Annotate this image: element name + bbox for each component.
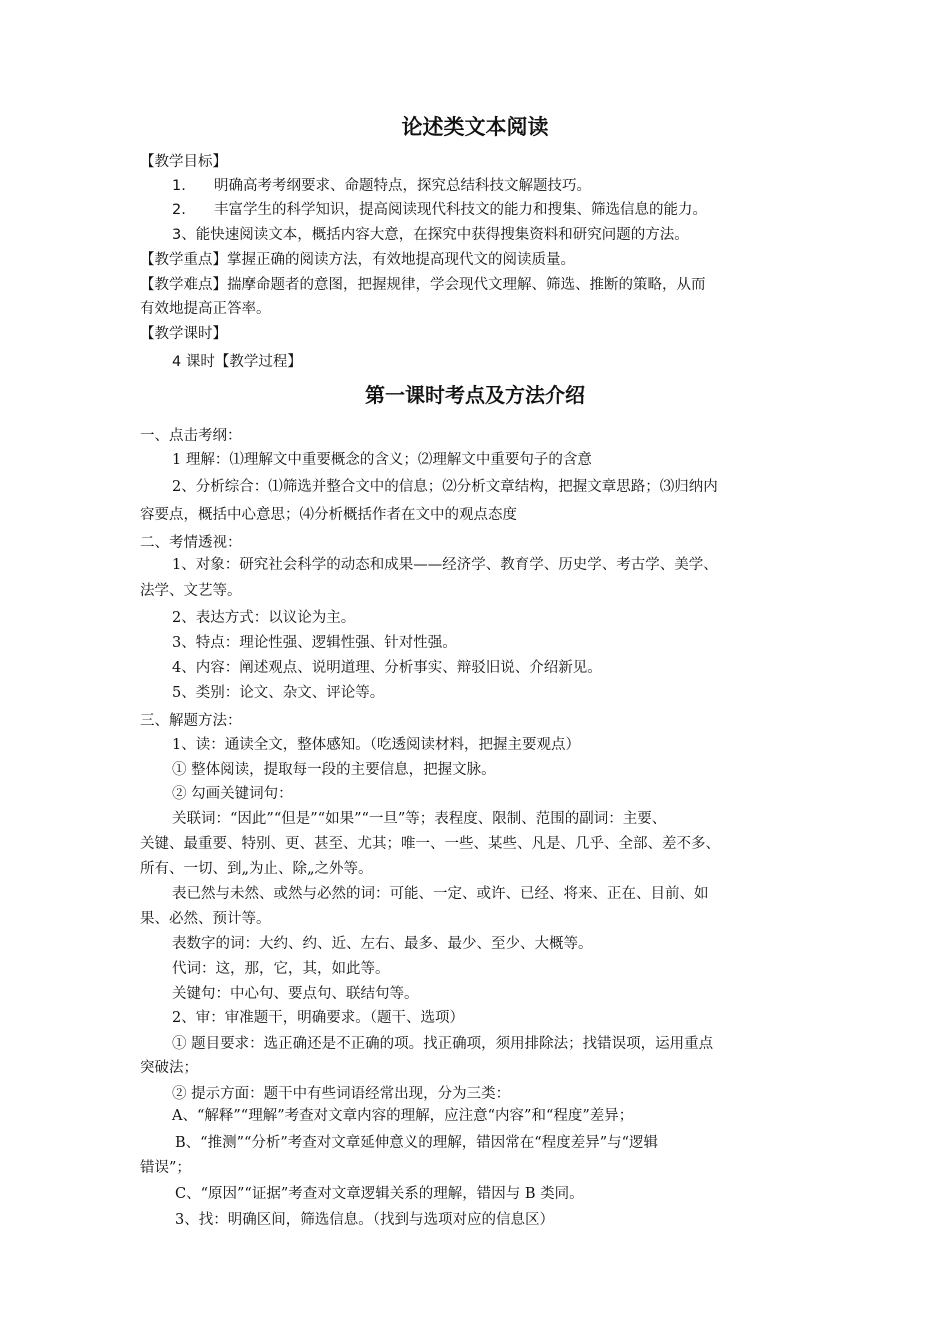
- hours-heading: 【教学课时】: [140, 326, 227, 342]
- question-type-b-line-1: B、“推测”“分析”考查对文章延伸意义的理解，错因常在“程度差异”与“逻辑: [175, 1135, 659, 1151]
- modal-words-line-2: 果、必然、预计等。: [140, 911, 271, 927]
- question-type-c: C、“原因”“证据”考查对文章逻辑关系的理解，错因与 B 类同。: [175, 1186, 584, 1202]
- objective-2-text: 丰富学生的科学知识，提高阅读现代科技文的能力和搜集、筛选信息的能力。: [214, 202, 707, 218]
- section-1-item-1: 1 理解：⑴理解文中重要概念的含义；⑵理解文中重要句子的含意: [172, 452, 592, 468]
- objectives-heading: 【教学目标】: [140, 154, 227, 170]
- conjunctions-line-3: 所有、一切、到„为止、除„之外等。: [140, 861, 373, 877]
- section-3-heading: 三、解题方法：: [140, 713, 242, 729]
- pronouns: 代词：这，那，它，其，如此等。: [172, 961, 390, 977]
- method-review: 2、审：审准题干，明确要求。（题干、选项）: [172, 1010, 464, 1026]
- objective-1-number: 1.: [172, 178, 186, 194]
- method-read-point-1: ① 整体阅读，提取每一段的主要信息，把握文脉。: [172, 762, 496, 778]
- method-review-point-1-line-1: ① 题目要求：选正确还是不正确的项。找正确项，须用排除法；找错误项，运用重点: [172, 1036, 714, 1052]
- section-2-item-1-line-1: 1、对象：研究社会科学的动态和成果——经济学、教育学、历史学、考古学、美学、: [172, 557, 718, 573]
- document-title: 论述类文本阅读: [401, 115, 549, 139]
- section-1-item-2-line-2: 容要点，概括中心意思；⑷分析概括作者在文中的观点态度: [140, 507, 517, 523]
- conjunctions-line-1: 关联词：“因此”“但是”“如果”“一旦”等；表程度、限制、范围的副词：主要、: [172, 811, 667, 827]
- section-2-item-2: 2、表达方式：以议论为主。: [172, 610, 356, 626]
- section-1-item-2-line-1: 2、分析综合：⑴筛选并整合文中的信息；⑵分析文章结构，把握文章思路；⑶归纳内: [172, 479, 718, 495]
- section-2-item-5: 5、类别：论文、杂文、评论等。: [172, 685, 385, 701]
- hours-value: 4 课时【教学过程】: [172, 354, 302, 370]
- section-1-heading: 一、点击考纲：: [140, 428, 242, 444]
- section-2-item-1-line-2: 法学、文艺等。: [140, 583, 242, 599]
- difficulty-line-1: 【教学难点】揣摩命题者的意图，把握规律，学会现代文理解、筛选、推断的策略，从而: [140, 277, 706, 293]
- method-review-point-1-line-2: 突破法；: [140, 1060, 198, 1076]
- number-words: 表数字的词：大约、约、近、左右、最多、最少、至少、大概等。: [172, 936, 593, 952]
- section-2-item-4: 4、内容：阐述观点、说明道理、分析事实、辩驳旧说、介绍新见。: [172, 660, 602, 676]
- section-2-item-3: 3、特点：理论性强、逻辑性强、针对性强。: [172, 635, 457, 651]
- method-find: 3、找：明确区间，筛选信息。（找到与选项对应的信息区）: [175, 1212, 554, 1228]
- objective-1: [172, 174, 591, 198]
- objective-3: 3、能快速阅读文本，概括内容大意，在探究中获得搜集资料和研究问题的方法。: [172, 227, 689, 243]
- modal-words-line-1: 表已然与未然、或然与必然的词：可能、一定、或许、已经、将来、正在、目前、如: [172, 886, 709, 902]
- objective-1-text: 明确高考考纲要求、命题特点，探究总结科技文解题技巧。: [214, 178, 591, 194]
- lesson-subtitle: 第一课时考点及方法介绍: [365, 383, 585, 407]
- question-type-a: A、“解释”“理解”考查对文章内容的理解，应注意“内容”和“程度”差异；: [172, 1108, 634, 1124]
- method-read: 1、读：通读全文，整体感知。（吃透阅读材料，把握主要观点）: [172, 737, 580, 753]
- objective-2: [172, 198, 707, 222]
- method-review-point-2: ② 提示方面：题干中有些词语经常出现，分为三类：: [172, 1086, 511, 1102]
- objective-2-number: 2.: [172, 202, 186, 218]
- key-sentences: 关键句：中心句、要点句、联结句等。: [172, 986, 419, 1002]
- conjunctions-line-2: 关键、最重要、特别、更、甚至、尤其；唯一、一些、某些、凡是、几乎、全部、差不多、: [140, 836, 720, 852]
- method-read-point-2: ② 勾画关键词句：: [172, 786, 293, 802]
- section-2-heading: 二、考情透视：: [140, 535, 242, 551]
- difficulty-line-2: 有效地提高正答率。: [140, 301, 271, 317]
- key-point: 【教学重点】掌握正确的阅读方法，有效地提高现代文的阅读质量。: [140, 252, 575, 268]
- question-type-b-line-2: 错误”；: [140, 1160, 191, 1176]
